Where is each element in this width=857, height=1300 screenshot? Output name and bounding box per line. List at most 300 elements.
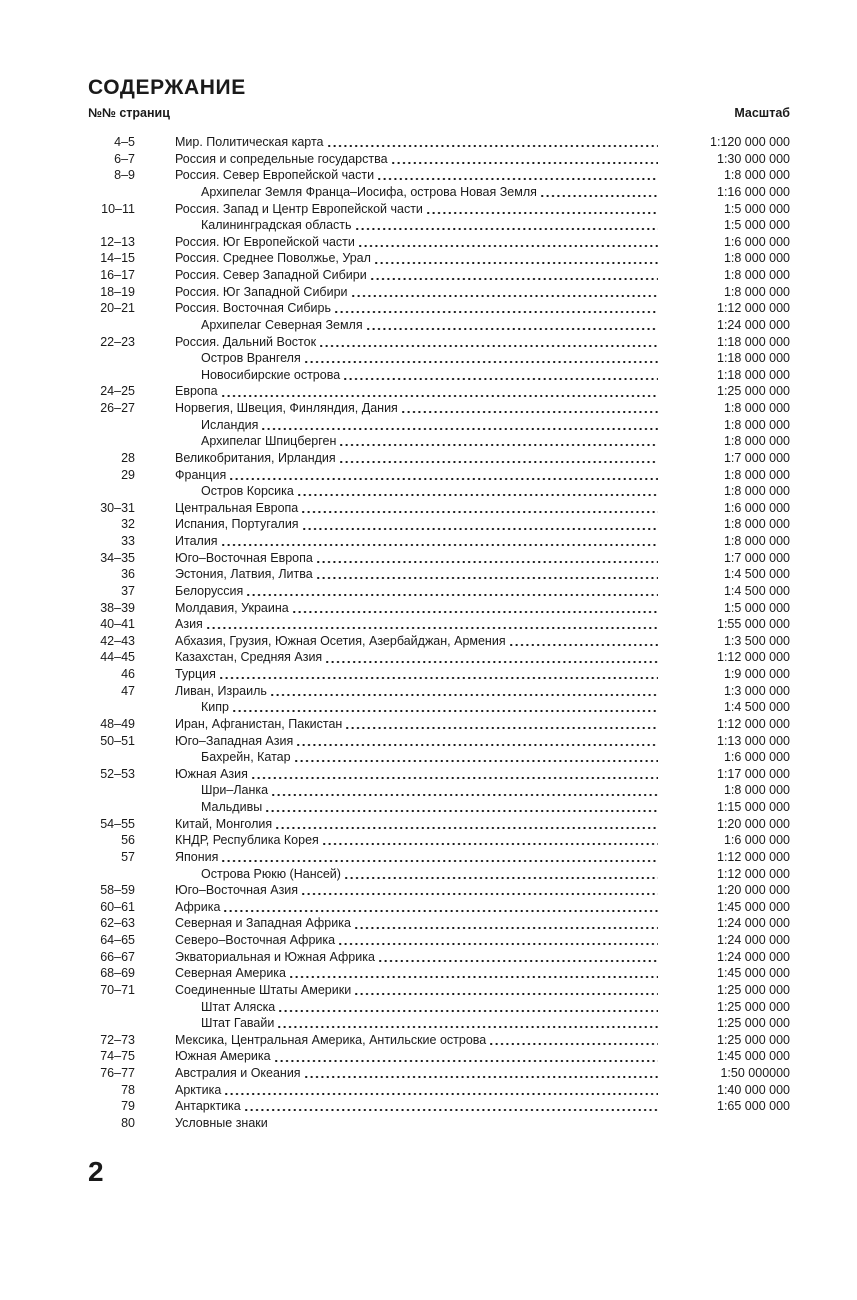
toc-row-leader-dots bbox=[363, 317, 660, 334]
toc-row-scale: 1:45 000 000 bbox=[717, 966, 790, 981]
toc-row-leader-dots bbox=[342, 716, 660, 733]
toc-row bbox=[88, 899, 790, 916]
toc-row bbox=[88, 1032, 790, 1049]
scale-column-header: Масштаб bbox=[734, 106, 790, 120]
toc-row-leader-dots bbox=[388, 151, 660, 168]
toc-row-leader-dots bbox=[351, 915, 660, 932]
toc-row-pages: 64–65 bbox=[100, 933, 135, 947]
toc-row-mid bbox=[135, 550, 660, 567]
toc-row-mid bbox=[135, 832, 660, 849]
toc-row-mid bbox=[135, 782, 660, 799]
toc-row-leader-dots bbox=[271, 1048, 660, 1065]
toc-row-scale: 1:6 000 000 bbox=[723, 750, 790, 765]
toc-row-leader-dots bbox=[351, 982, 660, 999]
toc-row-title: Китай, Монголия bbox=[175, 816, 273, 831]
toc-row-mid bbox=[135, 383, 660, 400]
toc-row-mid bbox=[135, 866, 660, 883]
toc-row-mid bbox=[135, 134, 660, 151]
toc-row-pages: 20–21 bbox=[100, 301, 135, 316]
toc-row bbox=[88, 649, 790, 666]
toc-row-leader-dots bbox=[341, 866, 660, 883]
toc-row-mid bbox=[135, 483, 660, 500]
toc-row-mid bbox=[135, 267, 660, 284]
toc-row bbox=[88, 516, 790, 533]
toc-row-mid bbox=[135, 1032, 660, 1049]
toc-row-title: Россия. Запад и Центр Европейской части bbox=[175, 201, 423, 216]
toc-row-pages bbox=[88, 217, 135, 234]
toc-row-leader-dots bbox=[218, 533, 660, 550]
toc-row-leader-dots bbox=[299, 516, 660, 533]
toc-row-title: Россия. Среднее Поволжье, Урал bbox=[175, 251, 371, 266]
toc-row-scale: 1:12 000 000 bbox=[717, 716, 790, 731]
toc-row bbox=[88, 716, 790, 733]
toc-row-pages: 14–15 bbox=[100, 251, 135, 266]
toc-row-mid bbox=[135, 334, 660, 351]
toc-row-scale: 1:20 000 000 bbox=[717, 816, 790, 831]
toc-row-leader-dots bbox=[218, 849, 660, 866]
toc-row-scale: 1:120 000 000 bbox=[710, 135, 790, 149]
toc-row-leader-dots bbox=[267, 683, 660, 700]
toc-row-title: Архипелаг Земля Франца–Иосифа, острова Новая Земля bbox=[201, 184, 537, 199]
toc-row-scale: 1:8 000 000 bbox=[723, 467, 790, 482]
toc-row bbox=[88, 450, 790, 467]
toc-row-title: Арктика bbox=[175, 1082, 222, 1097]
toc-row bbox=[88, 284, 790, 301]
toc-row-scale: 1:4 500 000 bbox=[723, 567, 790, 582]
toc-row-scale: 1:50 000000 bbox=[720, 1066, 790, 1080]
toc-row-leader-dots bbox=[355, 234, 660, 251]
toc-row bbox=[88, 1015, 790, 1032]
columns-header bbox=[88, 106, 790, 120]
toc-row-scale: 1:8 000 000 bbox=[723, 434, 790, 449]
toc-row-mid bbox=[135, 932, 660, 949]
toc-row bbox=[88, 151, 790, 168]
toc-row-mid bbox=[135, 915, 660, 932]
toc-row-leader-dots bbox=[218, 383, 660, 400]
toc-row bbox=[88, 999, 790, 1016]
toc-row-leader-dots bbox=[289, 600, 660, 617]
toc-row-leader-dots bbox=[203, 616, 660, 633]
toc-row-mid bbox=[135, 500, 660, 517]
toc-row-leader-dots bbox=[248, 766, 660, 783]
toc-row-pages: 33 bbox=[121, 534, 135, 548]
toc-row-scale: 1:8 000 000 bbox=[723, 517, 790, 532]
toc-row-title: Условные знаки bbox=[175, 1115, 268, 1130]
toc-row-pages: 62–63 bbox=[100, 916, 135, 931]
toc-row-title: Абхазия, Грузия, Южная Осетия, Азербайджан, Армения bbox=[175, 633, 506, 648]
toc-row-leader-dots bbox=[324, 134, 661, 151]
toc-row-leader-dots bbox=[423, 201, 660, 218]
toc-row-title: Россия и сопредельные государства bbox=[175, 151, 388, 166]
toc-row-mid bbox=[135, 417, 660, 434]
toc-row-pages: 4–5 bbox=[114, 135, 135, 149]
page-title: СОДЕРЖАНИЕ bbox=[88, 76, 246, 99]
toc-row-mid bbox=[135, 151, 660, 168]
toc-row bbox=[88, 367, 790, 384]
toc-row bbox=[88, 234, 790, 251]
toc-row-pages: 50–51 bbox=[100, 733, 135, 748]
toc-row-leader-dots bbox=[220, 899, 660, 916]
toc-row-leader-dots bbox=[367, 267, 660, 284]
toc-row bbox=[88, 400, 790, 417]
toc-row-title: Мир. Политическая карта bbox=[175, 135, 324, 149]
toc-row-mid bbox=[135, 633, 660, 650]
toc-row-title: Австралия и Океания bbox=[175, 1066, 301, 1080]
toc-row-title: Молдавия, Украина bbox=[175, 600, 289, 615]
toc-row bbox=[88, 733, 790, 750]
toc-row-leader-dots bbox=[216, 666, 660, 683]
toc-row bbox=[88, 766, 790, 783]
toc-row-pages bbox=[88, 483, 135, 500]
toc-row-scale: 1:18 000 000 bbox=[717, 351, 790, 366]
toc-row-title: Юго–Восточная Азия bbox=[175, 883, 299, 898]
toc-row-pages bbox=[88, 749, 135, 766]
toc-row bbox=[88, 350, 790, 367]
toc-row-mid bbox=[135, 300, 660, 317]
toc-row bbox=[88, 600, 790, 617]
toc-row-title: Южная Америка bbox=[175, 1049, 271, 1064]
toc-row-title: Остров Корсика bbox=[201, 484, 294, 499]
toc-row bbox=[88, 782, 790, 799]
page-number: 2 bbox=[88, 1156, 104, 1187]
toc-row-title: Юго–Восточная Европа bbox=[175, 550, 313, 565]
toc-row-mid bbox=[135, 699, 660, 716]
toc-row-leader-dots bbox=[291, 749, 660, 766]
toc-row-mid bbox=[135, 899, 660, 916]
toc-row-mid bbox=[135, 367, 660, 384]
toc-row-scale: 1:24 000 000 bbox=[717, 933, 790, 947]
toc-row-scale: 1:25 000 000 bbox=[717, 999, 790, 1014]
toc-row-mid bbox=[135, 217, 660, 234]
toc-row-leader-dots bbox=[313, 566, 660, 583]
toc-row-leader-dots bbox=[301, 1065, 660, 1082]
toc-row-pages: 10–11 bbox=[101, 201, 135, 216]
toc-row bbox=[88, 201, 790, 218]
toc-row-title: Россия. Север Европейской части bbox=[175, 168, 375, 183]
toc-row bbox=[88, 816, 790, 833]
toc-row-leader-dots bbox=[274, 1015, 660, 1032]
toc-row-mid bbox=[135, 250, 660, 267]
toc-row-title: Шри–Ланка bbox=[201, 783, 269, 798]
toc-row-pages: 40–41 bbox=[100, 617, 135, 632]
toc-row-title: Соединенные Штаты Америки bbox=[175, 982, 352, 997]
toc-row-pages: 76–77 bbox=[100, 1066, 135, 1080]
toc-row-pages: 72–73 bbox=[100, 1032, 135, 1047]
toc-row-mid bbox=[135, 433, 660, 450]
toc-row bbox=[88, 633, 790, 650]
toc-row-mid bbox=[135, 882, 660, 899]
toc-row-leader-dots bbox=[241, 1098, 660, 1115]
toc-row-scale: 1:9 000 000 bbox=[723, 667, 790, 681]
toc-row-leader-dots bbox=[336, 433, 660, 450]
toc-row-pages: 36 bbox=[121, 567, 135, 582]
toc-row-scale: 1:30 000 000 bbox=[717, 151, 790, 166]
toc-row-leader-dots bbox=[316, 334, 660, 351]
toc-row-mid bbox=[135, 1015, 660, 1032]
toc-row-title: Северная и Западная Африка bbox=[175, 916, 351, 931]
toc-row-title: Мексика, Центральная Америка, Антильские острова bbox=[175, 1032, 487, 1047]
toc-row-title: Европа bbox=[175, 384, 218, 399]
toc-row-scale: 1:25 000 000 bbox=[717, 384, 790, 399]
toc-row-pages: 74–75 bbox=[100, 1049, 135, 1064]
toc-row-pages: 24–25 bbox=[100, 384, 135, 399]
toc-row bbox=[88, 932, 790, 949]
toc-row-title: КНДР, Республика Корея bbox=[175, 833, 319, 848]
toc-row-pages: 18–19 bbox=[100, 284, 135, 299]
toc-row-scale: 1:17 000 000 bbox=[717, 766, 790, 781]
toc-row bbox=[88, 749, 790, 766]
toc-row-title: Италия bbox=[175, 534, 218, 548]
toc-row-mid bbox=[135, 733, 660, 750]
toc-row-title: Эстония, Латвия, Литва bbox=[175, 567, 313, 582]
toc-row-title: Великобритания, Ирландия bbox=[175, 450, 336, 465]
toc-row-title: Россия. Юг Западной Сибири bbox=[175, 284, 348, 299]
toc-row bbox=[88, 500, 790, 517]
toc-row-title: Африка bbox=[175, 899, 221, 914]
toc-row-pages: 57 bbox=[121, 849, 135, 864]
toc-row-leader-dots bbox=[336, 450, 660, 467]
toc-row-mid bbox=[135, 583, 660, 600]
toc-row-mid bbox=[135, 566, 660, 583]
toc-row-scale: 1:24 000 000 bbox=[717, 317, 790, 332]
toc-row bbox=[88, 616, 790, 633]
toc-row-mid bbox=[135, 616, 660, 633]
toc-row-scale: 1:8 000 000 bbox=[723, 401, 790, 415]
toc-row-mid bbox=[135, 749, 660, 766]
toc-row bbox=[88, 1115, 790, 1132]
toc-row-scale: 1:18 000 000 bbox=[717, 334, 790, 349]
toc-row-scale: 1:8 000 000 bbox=[723, 534, 790, 548]
toc-row-pages: 48–49 bbox=[100, 716, 135, 731]
toc-row-pages: 30–31 bbox=[100, 500, 135, 515]
toc-row-mid bbox=[135, 350, 660, 367]
toc-row-pages: 16–17 bbox=[100, 268, 135, 282]
toc-row-pages: 70–71 bbox=[100, 982, 135, 997]
toc-row-pages bbox=[88, 799, 135, 816]
toc-row-title: Экваториальная и Южная Африка bbox=[175, 949, 375, 964]
toc-row-title: Белоруссия bbox=[175, 583, 244, 598]
toc-row bbox=[88, 799, 790, 816]
toc-row-pages: 47 bbox=[121, 683, 135, 698]
toc-row-scale: 1:6 000 000 bbox=[723, 833, 790, 848]
toc-row-title: Казахстан, Средняя Азия bbox=[175, 650, 323, 665]
toc-row-scale: 1:4 500 000 bbox=[723, 583, 790, 598]
toc-row-pages bbox=[88, 184, 135, 201]
toc-row bbox=[88, 832, 790, 849]
toc-row-mid bbox=[135, 400, 660, 417]
toc-row bbox=[88, 317, 790, 334]
toc-row-title: Ливан, Израиль bbox=[175, 683, 267, 698]
toc-row-title: Новосибирские острова bbox=[201, 367, 341, 382]
toc-row-leader-dots bbox=[262, 799, 660, 816]
toc-row-pages: 52–53 bbox=[100, 766, 135, 781]
toc-row-scale: 1:24 000 000 bbox=[717, 916, 790, 931]
toc-row-pages: 68–69 bbox=[100, 966, 135, 981]
toc-row-title: Норвегия, Швеция, Финляндия, Дания bbox=[175, 401, 398, 415]
toc-row-scale: 1:15 000 000 bbox=[717, 800, 790, 814]
toc-row-title: Россия. Дальний Восток bbox=[175, 334, 317, 349]
toc-row-title: Франция bbox=[175, 467, 227, 482]
toc-row bbox=[88, 683, 790, 700]
toc-row-pages: 37 bbox=[121, 583, 135, 598]
toc-row-scale: 1:25 000 000 bbox=[717, 982, 790, 997]
toc-row-title: Штат Гавайи bbox=[201, 1016, 275, 1031]
toc-row bbox=[88, 250, 790, 267]
toc-row-scale: 1:8 000 000 bbox=[723, 168, 790, 183]
toc-row-scale: 1:18 000 000 bbox=[717, 367, 790, 382]
toc-row-scale: 1:40 000 000 bbox=[717, 1082, 790, 1097]
toc-row-leader-dots bbox=[229, 699, 660, 716]
toc-row-leader-dots bbox=[275, 999, 660, 1016]
toc-row-pages bbox=[88, 417, 135, 434]
toc-row-scale: 1:16 000 000 bbox=[717, 184, 790, 199]
toc-row-pages: 12–13 bbox=[100, 234, 135, 249]
toc-row bbox=[88, 965, 790, 982]
toc-row-mid bbox=[135, 1082, 660, 1099]
toc-row bbox=[88, 433, 790, 450]
toc-row bbox=[88, 267, 790, 284]
toc-row-leader-dots bbox=[335, 932, 660, 949]
toc-row-scale: 1:8 000 000 bbox=[723, 268, 790, 282]
toc-row-pages bbox=[88, 350, 135, 367]
toc-row-leader-dots bbox=[298, 500, 660, 517]
toc-row-leader-dots bbox=[293, 733, 660, 750]
toc-row-pages: 8–9 bbox=[114, 168, 135, 183]
toc-row-mid bbox=[135, 284, 660, 301]
toc-row-title: Южная Азия bbox=[175, 766, 248, 781]
toc-row-scale: 1:12 000 000 bbox=[717, 849, 790, 864]
toc-row-pages bbox=[88, 999, 135, 1016]
toc-row-title: Иран, Афганистан, Пакистан bbox=[175, 716, 343, 731]
toc-row-pages: 60–61 bbox=[100, 899, 135, 914]
toc-row-mid bbox=[135, 467, 660, 484]
toc-row-scale: 1:5 000 000 bbox=[723, 218, 790, 233]
toc-row-title: Архипелаг Северная Земля bbox=[201, 317, 363, 332]
toc-row-title: Архипелаг Шпицберген bbox=[201, 434, 337, 449]
toc-row-pages: 6–7 bbox=[114, 151, 135, 166]
toc-row-leader-dots bbox=[294, 483, 660, 500]
toc-row-title: Юго–Западная Азия bbox=[175, 733, 294, 748]
toc-row-scale: 1:45 000 000 bbox=[717, 1049, 790, 1064]
toc-row-pages: 28 bbox=[121, 450, 135, 465]
toc-row bbox=[88, 1082, 790, 1099]
toc-row bbox=[88, 666, 790, 683]
toc-row-title: Северная Америка bbox=[175, 966, 286, 981]
toc-row-leader-dots bbox=[298, 882, 660, 899]
toc-row bbox=[88, 550, 790, 567]
toc-row-leader-dots bbox=[340, 367, 660, 384]
toc-row bbox=[88, 533, 790, 550]
toc-row-title: Испания, Португалия bbox=[175, 517, 299, 532]
toc-row bbox=[88, 184, 790, 201]
toc-row-leader-dots bbox=[268, 1115, 660, 1132]
toc-row-scale: 1:65 000 000 bbox=[717, 1099, 790, 1114]
toc-row bbox=[88, 300, 790, 317]
toc-row-pages bbox=[88, 782, 135, 799]
toc-row bbox=[88, 915, 790, 932]
toc-row-title: Центральная Европа bbox=[175, 500, 299, 515]
toc-row-mid bbox=[135, 649, 660, 666]
toc-row-title: Антарктика bbox=[175, 1099, 241, 1114]
toc-row-mid bbox=[135, 317, 660, 334]
toc-row-title: Азия bbox=[175, 617, 203, 632]
toc-row-scale: 1:55 000 000 bbox=[717, 617, 790, 632]
toc-row-scale: 1:5 000 000 bbox=[723, 201, 790, 216]
toc-row bbox=[88, 1065, 790, 1082]
toc-row-scale: 1:45 000 000 bbox=[717, 899, 790, 914]
toc-row-title: Россия. Юг Европейской части bbox=[175, 234, 355, 249]
toc-row-mid bbox=[135, 1115, 660, 1132]
toc-row-title: Турция bbox=[175, 667, 216, 681]
toc-row-scale: 1:8 000 000 bbox=[723, 417, 790, 432]
toc-row-pages: 54–55 bbox=[100, 816, 135, 831]
toc-row-leader-dots bbox=[506, 633, 660, 650]
toc-row-pages bbox=[88, 433, 135, 450]
toc-row bbox=[88, 566, 790, 583]
toc-row-scale: 1:12 000 000 bbox=[717, 866, 790, 881]
toc-row-scale: 1:25 000 000 bbox=[717, 1016, 790, 1031]
toc-row-scale: 1:8 000 000 bbox=[723, 284, 790, 299]
toc-row-leader-dots bbox=[313, 550, 660, 567]
toc-row-pages bbox=[88, 699, 135, 716]
toc-row-scale: 1:12 000 000 bbox=[717, 650, 790, 665]
toc-row-scale: 1:5 000 000 bbox=[723, 600, 790, 615]
toc-row bbox=[88, 882, 790, 899]
toc-row-leader-dots bbox=[226, 467, 660, 484]
toc-row-title: Кипр bbox=[201, 700, 229, 715]
toc-row-mid bbox=[135, 999, 660, 1016]
toc-row-title: Мальдивы bbox=[201, 800, 263, 814]
toc-row-scale: 1:25 000 000 bbox=[717, 1032, 790, 1047]
toc-row-leader-dots bbox=[243, 583, 660, 600]
toc-row-scale: 1:3 000 000 bbox=[723, 683, 790, 698]
toc-row-mid bbox=[135, 1065, 660, 1082]
toc-row-mid bbox=[135, 201, 660, 218]
toc-row bbox=[88, 982, 790, 999]
toc-row-mid bbox=[135, 1098, 660, 1115]
toc-row-pages: 66–67 bbox=[100, 949, 135, 964]
toc-row bbox=[88, 334, 790, 351]
toc-row-mid bbox=[135, 600, 660, 617]
toc-row bbox=[88, 699, 790, 716]
toc-row bbox=[88, 167, 790, 184]
toc-row-pages: 78 bbox=[121, 1082, 135, 1097]
toc-row-pages: 46 bbox=[121, 667, 135, 681]
toc-row-scale: 1:4 500 000 bbox=[723, 700, 790, 715]
toc-row-pages: 56 bbox=[121, 833, 135, 848]
toc-row-mid bbox=[135, 184, 660, 201]
toc-row-pages: 58–59 bbox=[100, 883, 135, 898]
toc-row-scale: 1:6 000 000 bbox=[723, 234, 790, 249]
toc-row-scale: 1:8 000 000 bbox=[723, 484, 790, 499]
toc-row-mid bbox=[135, 982, 660, 999]
toc-row-scale: 1:3 500 000 bbox=[723, 633, 790, 648]
toc-row-title: Япония bbox=[175, 849, 219, 864]
toc-row-mid bbox=[135, 516, 660, 533]
toc-row-scale: 1:8 000 000 bbox=[723, 783, 790, 798]
toc-row-leader-dots bbox=[286, 965, 660, 982]
toc-row bbox=[88, 1048, 790, 1065]
toc-row-title: Россия. Восточная Сибирь bbox=[175, 301, 331, 316]
toc-row-leader-dots bbox=[258, 417, 660, 434]
toc-row-pages: 44–45 bbox=[100, 650, 135, 665]
toc-row-mid bbox=[135, 234, 660, 251]
toc-row-mid bbox=[135, 666, 660, 683]
toc-row-pages: 29 bbox=[121, 467, 135, 482]
toc-row-mid bbox=[135, 965, 660, 982]
toc-row-title: Северо–Восточная Африка bbox=[175, 933, 336, 947]
toc-row-pages: 42–43 bbox=[100, 633, 135, 648]
